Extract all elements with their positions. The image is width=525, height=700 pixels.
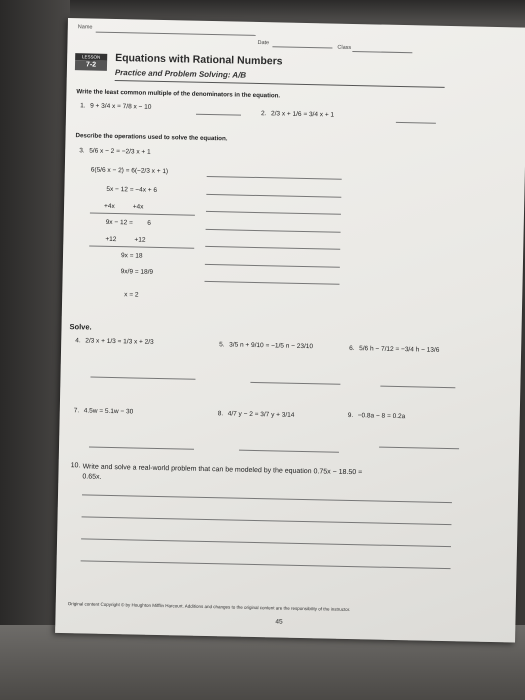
describe-line-5 [205, 246, 340, 250]
problem-4-number: 4. [75, 337, 81, 345]
solve-heading: Solve. [69, 322, 92, 332]
step-5: +12 +12 [105, 235, 146, 244]
describe-line-2 [206, 194, 341, 198]
date-label: Date [257, 39, 270, 47]
lesson-badge [75, 53, 107, 72]
class-line [352, 51, 412, 53]
step-3: +4x +4x [103, 202, 144, 211]
name-label: Name [77, 24, 93, 31]
date-line [272, 46, 332, 48]
describe-line-3 [206, 211, 341, 215]
problem-9-equation: −0.8a − 8 = 0.2a [357, 412, 406, 421]
step-7: 9x/9 = 18/9 [120, 268, 154, 276]
section2-instruction: Describe the operations used to solve the equation. [75, 132, 228, 143]
problem-1-equation: 9 + 3/4 x = 7/8 x − 10 [90, 102, 152, 111]
class-label: Class [337, 44, 352, 51]
writing-line-4 [81, 560, 451, 569]
step-5-rule [89, 245, 194, 248]
problem-4-equation: 2/3 x + 1/3 = 1/3 x + 2/3 [85, 337, 154, 346]
describe-line-6 [205, 264, 340, 268]
title-rule [115, 80, 445, 88]
page-title: Equations with Rational Numbers [115, 51, 283, 68]
answer-line-4 [90, 377, 195, 380]
describe-line-7 [205, 281, 340, 285]
writing-line-2 [82, 516, 452, 525]
problem-5-equation: 3/5 n + 9/10 = −1/5 n − 23/10 [229, 341, 314, 351]
lesson-label: LESSON [75, 53, 107, 61]
answer-line-7 [89, 447, 194, 450]
page-number: 45 [275, 618, 283, 626]
writing-line-3 [81, 538, 451, 547]
page-subtitle: Practice and Problem Solving: A/B [114, 67, 247, 80]
problem-9-number: 9. [347, 411, 354, 420]
answer-line-6 [380, 386, 455, 389]
name-line [96, 32, 256, 36]
problem-8-number: 8. [217, 410, 224, 418]
describe-line-1 [207, 176, 342, 180]
problem-10-number: 10. [70, 462, 81, 470]
step-3-rule [90, 213, 195, 216]
problem-1-number: 1. [80, 102, 86, 110]
problem-7-equation: 4.5w = 5.1w − 30 [83, 407, 134, 416]
step-2: 5x − 12 = −4x + 6 [106, 185, 158, 194]
step-1: 6(5/6 x − 2) = 6(−2/3 x + 1) [90, 166, 169, 176]
answer-line-9 [379, 447, 459, 450]
problem-2-number: 2. [260, 110, 267, 118]
step-6: 9x = 18 [120, 252, 143, 260]
problem-7-number: 7. [73, 407, 80, 415]
problem-2-equation: 2/3 x + 1/6 = 3/4 x + 1 [270, 110, 335, 119]
problem-8-equation: 4/7 y − 2 = 3/7 y + 3/14 [227, 410, 295, 419]
copyright-notice: Original content Copyright © by Houghton Mifflin Harcourt. Additions and changes to the original content are the responsibility of the instructor. [67, 601, 351, 613]
lesson-number: 7-2 [75, 60, 107, 71]
answer-line-2 [396, 122, 436, 124]
step-4: 9x − 12 = 6 [105, 218, 151, 227]
step-8: x = 2 [124, 291, 139, 299]
answer-line-5 [250, 382, 340, 385]
answer-line-1 [196, 114, 241, 116]
section1-instruction: Write the least common multiple of the denominators in the equation. [76, 88, 281, 100]
problem-10-text: Write and solve a real-world problem that can be modeled by the equation 0.75x − 18.50 = 0.65x. [82, 463, 363, 481]
describe-line-4 [206, 229, 341, 233]
writing-line-1 [82, 494, 452, 503]
problem-6-equation: 5/6 h − 7/12 = −3/4 h − 13/6 [359, 345, 440, 354]
problem-5-number: 5. [219, 341, 225, 349]
answer-line-8 [239, 450, 339, 453]
worksheet-page [55, 18, 525, 642]
problem-3-equation: 5/6 x − 2 = −2/3 x + 1 [89, 147, 151, 156]
problem-3-number: 3. [79, 147, 85, 155]
problem-6-number: 6. [349, 344, 355, 353]
